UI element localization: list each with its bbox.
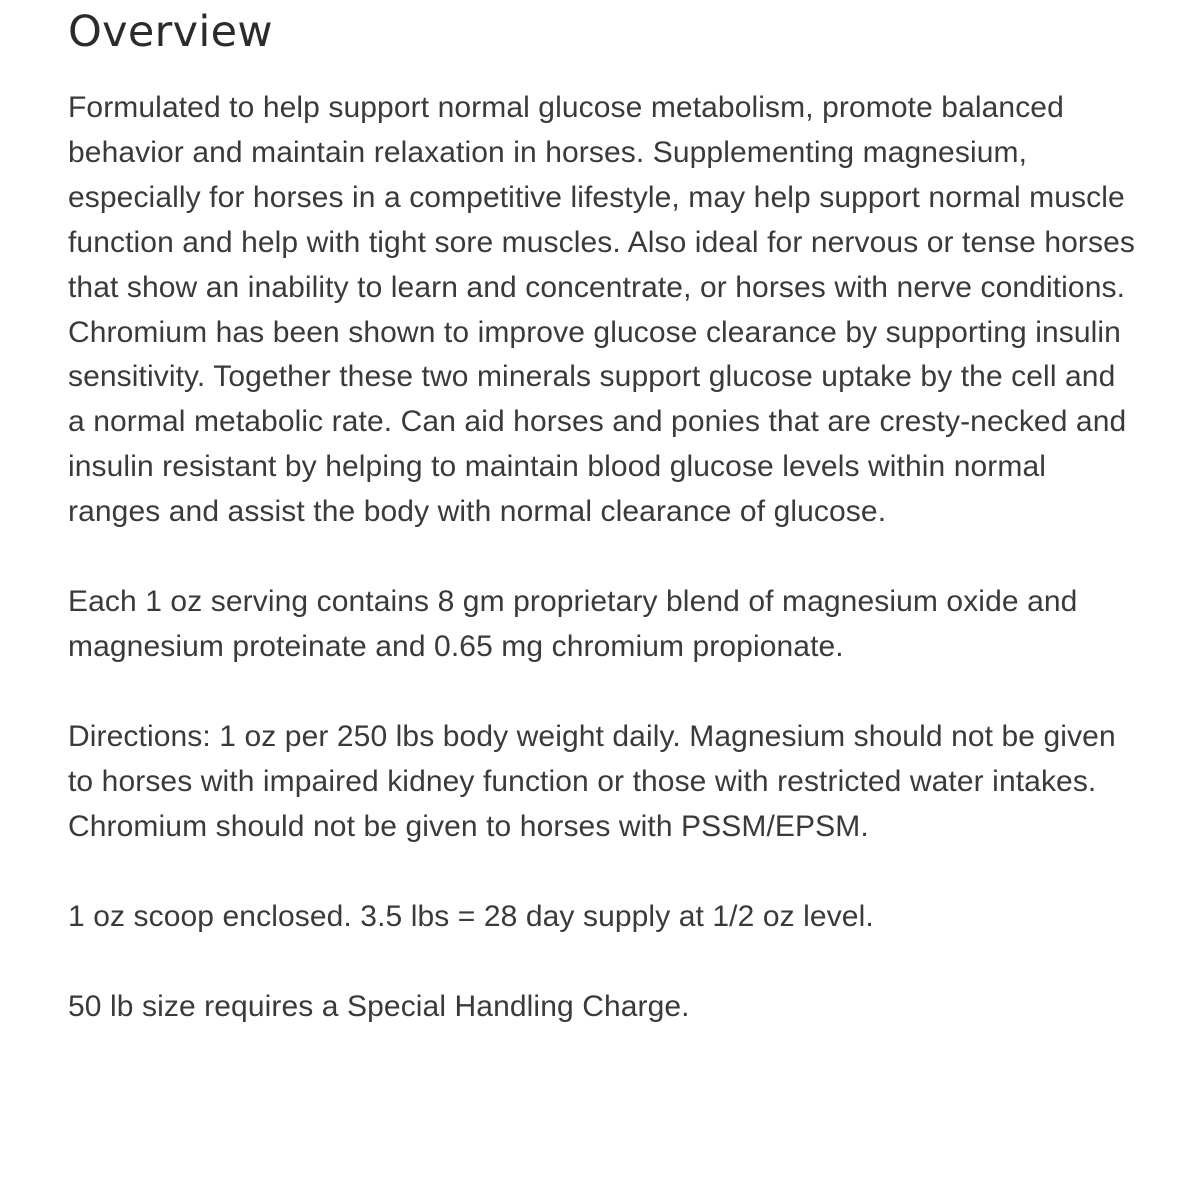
handling-charge-paragraph: 50 lb size requires a Special Handling Charge. (68, 989, 690, 1023)
overview-heading: Overview (68, 7, 273, 57)
scoop-paragraph: 1 oz scoop enclosed. 3.5 lbs = 28 day supply at 1/2 oz level. (68, 899, 874, 933)
serving-paragraph: Each 1 oz serving contains 8 gm proprietary blend of magnesium oxide and magnesium proteinate and 0.65 mg chromium propionate. (68, 585, 1078, 663)
description-paragraph: Formulated to help support normal glucose metabolism, promote balanced behavior and maintain relaxation in horses. Supplementing magnesium, especially for horses in a competitive lifestyle, may help support normal muscle function and help with tight sore muscles. Also ideal for nervous or tense horses that show an inability to learn and concentrate, or horses with nerve conditions. Chromium has been shown to improve glucose clearance by supporting insulin sensitivity. Together these two minerals support glucose uptake by the cell and a normal metabolic rate. Can aid horses and ponies that are cresty-necked and insulin resistant by helping to maintain blood glucose levels within normal ranges and assist the body with normal clearance of glucose. (68, 91, 1136, 529)
directions-paragraph: Directions: 1 oz per 250 lbs body weight daily. Magnesium should not be given to horses with impaired kidney function or those with restricted water intakes. Chromium should not be given to horses with PSSM/EPSM. (68, 719, 1116, 843)
overview-section (68, 0, 1138, 1029)
